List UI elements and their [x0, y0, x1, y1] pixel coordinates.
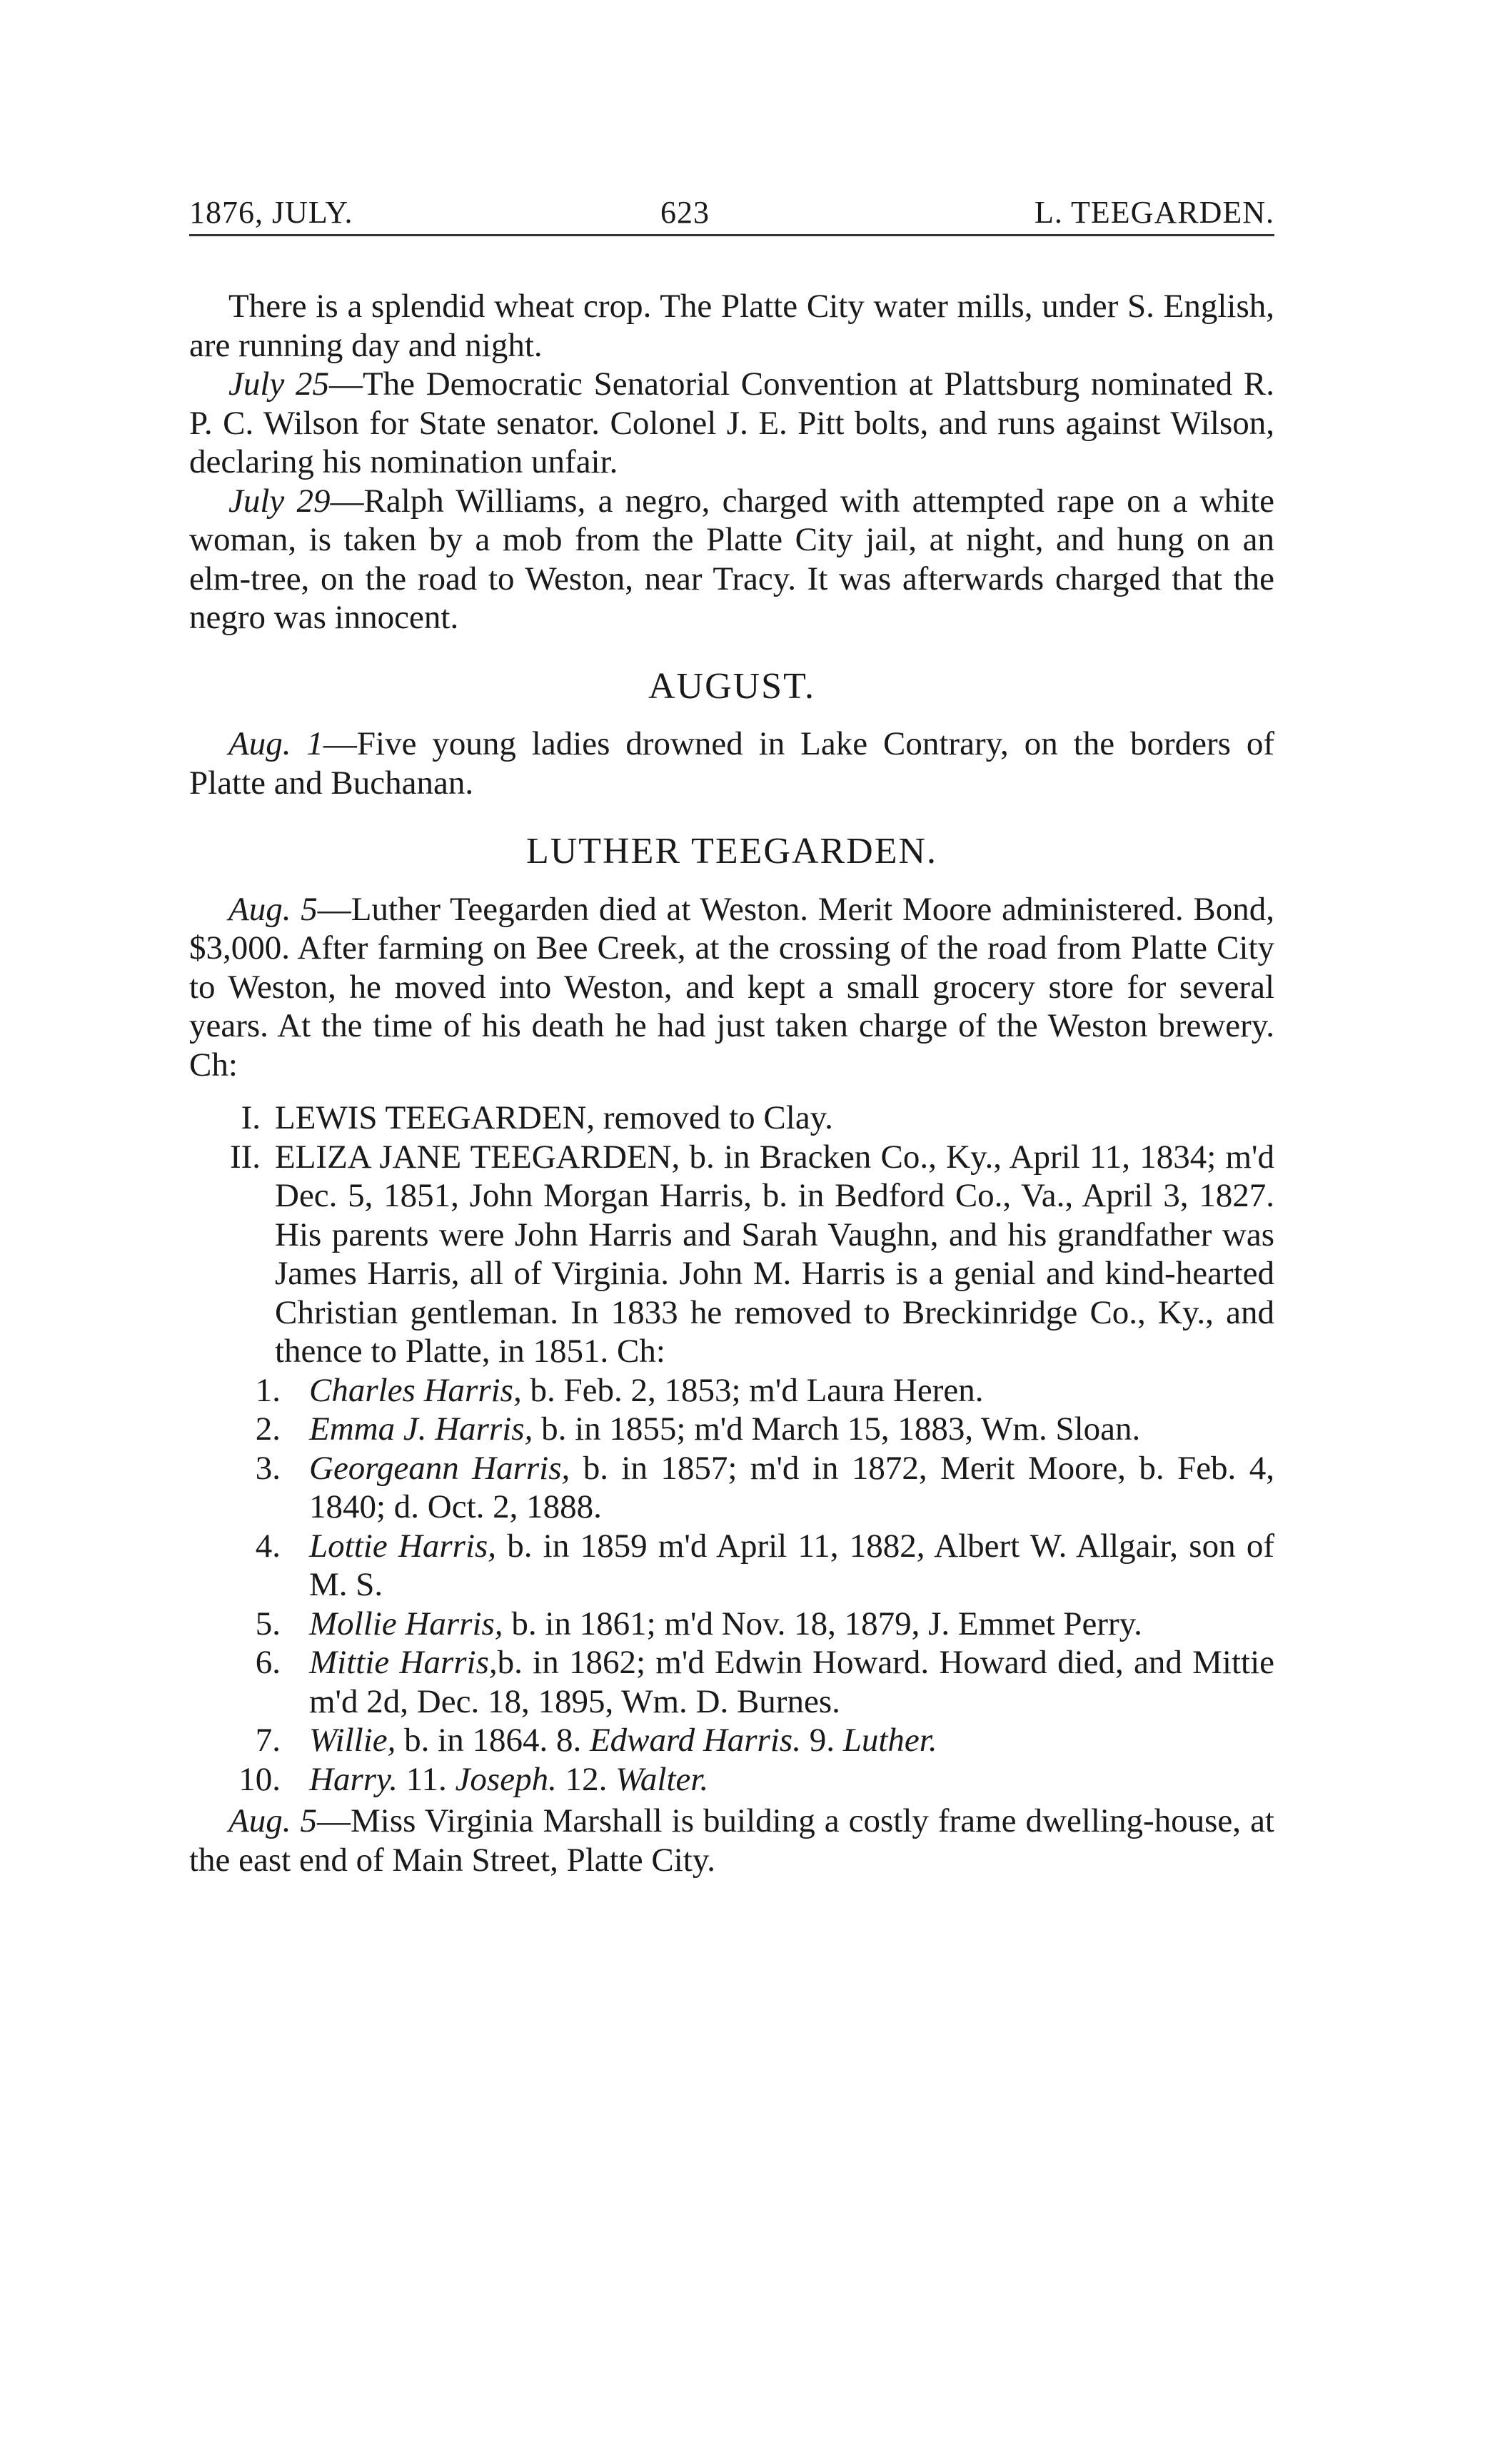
grandchild-item — [189, 1449, 1274, 1527]
entry-date: Aug. 5 — [228, 890, 318, 928]
header-date: 1876, JULY. — [189, 195, 353, 230]
grandchild-number: 7. — [255, 1722, 281, 1759]
grandchild-text: 11. — [398, 1760, 455, 1798]
paragraph-wheat-crop: There is a splendid wheat crop. The Platte City water mills, under S. English, are running day and night. — [189, 288, 1274, 364]
entry-july-29 — [189, 482, 1274, 637]
section-heading-luther: LUTHER TEEGARDEN. — [525, 831, 938, 872]
grandchild-item — [189, 1605, 1274, 1644]
grandchild-text: b. Feb. 2, 1853; m'd Laura Heren. — [521, 1371, 984, 1409]
grandchild-name: Harry. — [309, 1760, 398, 1798]
grandchild-text: b. in 1855; m'd March 15, 1883, Wm. Sloan. — [533, 1410, 1141, 1448]
grandchild-name: Luther. — [842, 1722, 937, 1759]
grandchild-number: 6. — [255, 1644, 281, 1681]
grandchild-item — [189, 1643, 1274, 1721]
grandchild-number: 4. — [255, 1527, 281, 1565]
grandchild-name: Georgeann Harris, — [309, 1449, 570, 1487]
child-item-1 — [189, 1099, 1274, 1138]
grandchild-number: 2. — [255, 1410, 281, 1448]
grandchild-number: 5. — [255, 1605, 281, 1642]
entry-text: —Miss Virginia Marshall is building a costly frame dwelling-house, at the east end of Main Street, Platte City. — [189, 1802, 1274, 1879]
running-header — [189, 194, 1274, 230]
grandchild-text: b. in 1857; m'd in 1872, Merit Moore, b. Feb. 4, 1840; d. Oct. 2, 1888. — [309, 1449, 1274, 1525]
grandchild-name: Mollie Harris, — [309, 1605, 503, 1642]
item-text: ELIZA JANE TEEGARDEN, b. in Bracken Co., Ky., April 11, 1834; m'd Dec. 5, 1851, John Morgan Harris, b. in Bedford Co., Va., April 3, 1827. His parents were John Harris and Sarah Vaughn, and his grandfather was James Harris, all of Virginia. John M. Harris is a genial and kind-hearted Christian gentleman. In 1833 he removed to Breckinridge Co., Ky., and thence to Platte, in 1851. Ch: — [275, 1138, 1274, 1370]
entry-aug-5-marshall — [189, 1802, 1274, 1879]
grandchild-item — [189, 1527, 1274, 1605]
entry-date: Aug. 5 — [228, 1802, 317, 1839]
grandchild-name: Mittie Harris, — [309, 1644, 498, 1681]
grandchild-name: Emma J. Harris, — [309, 1410, 533, 1448]
grandchild-number: 10. — [238, 1760, 281, 1798]
header-subject: L. TEEGARDEN. — [1034, 195, 1274, 230]
entry-text: —Five young ladies drowned in Lake Contrary, on the borders of Platte and Buchanan. — [189, 725, 1274, 802]
item-number: II. — [229, 1138, 261, 1176]
entry-aug-1 — [189, 724, 1274, 802]
item-text: LEWIS TEEGARDEN, removed to Clay. — [275, 1099, 833, 1136]
grandchild-name: Willie, — [309, 1722, 396, 1759]
grandchild-name: Lottie Harris, — [309, 1527, 497, 1565]
grandchild-text: 9. — [800, 1722, 843, 1759]
entry-aug-5-luther — [189, 890, 1274, 1085]
page-body — [189, 287, 1274, 1879]
entry-text: —Luther Teegarden died at Weston. Merit Moore administered. Bond, $3,000. After farming on Bee Creek, at the crossing of the road from Platte City to Weston, he moved into Weston, and kept a small grocery store for several years. At the time of his death he had just taken charge of the Weston brewery. Ch: — [189, 890, 1274, 1084]
entry-july-25 — [189, 365, 1274, 482]
entry-date: Aug. 1 — [228, 725, 323, 762]
grandchild-name: Walter. — [615, 1760, 709, 1798]
grandchild-number: 1. — [255, 1371, 281, 1409]
grandchild-name: Edward Harris. — [589, 1722, 801, 1759]
section-heading-august: AUGUST. — [648, 665, 816, 707]
header-rule — [189, 234, 1274, 236]
item-number: I. — [241, 1099, 261, 1136]
grandchild-item — [189, 1371, 1274, 1410]
grandchildren-list — [189, 1371, 1274, 1799]
child-item-2 — [189, 1138, 1274, 1371]
grandchild-item-7-9 — [189, 1721, 1274, 1760]
page-number: 623 — [660, 195, 710, 230]
grandchild-text: b. in 1859 m'd April 11, 1882, Albert W. Allgair, son of M. S. — [309, 1527, 1274, 1603]
grandchild-item — [189, 1410, 1274, 1449]
grandchild-text: b. in 1861; m'd Nov. 18, 1879, J. Emmet Perry. — [503, 1605, 1142, 1642]
grandchild-number: 3. — [255, 1449, 281, 1487]
grandchild-name: Charles Harris, — [309, 1371, 522, 1409]
entry-date: July 25 — [228, 365, 329, 403]
grandchild-text: b. in 1864. 8. — [396, 1722, 590, 1759]
entry-text: —The Democratic Senatorial Convention at Plattsburg nominated R. P. C. Wilson for State senator. Colonel J. E. Pitt bolts, and runs against Wilson, declaring his nomination unfair. — [189, 365, 1274, 480]
entry-text: —Ralph Williams, a negro, charged with attempted rape on a white woman, is taken by a mob from the Platte City jail, at night, and hung on an elm-tree, on the road to Weston, near Tracy. It was afterwards charged that the negro was innocent. — [189, 482, 1274, 636]
grandchild-name: Joseph. — [455, 1760, 557, 1798]
grandchild-item-10-12 — [189, 1760, 1274, 1799]
grandchild-text: 12. — [556, 1760, 616, 1798]
entry-date: July 29 — [228, 482, 331, 520]
grandchild-text: b. in 1862; m'd Edwin Howard. Howard died, and Mittie m'd 2d, Dec. 18, 1895, Wm. D. Burnes. — [309, 1644, 1274, 1720]
